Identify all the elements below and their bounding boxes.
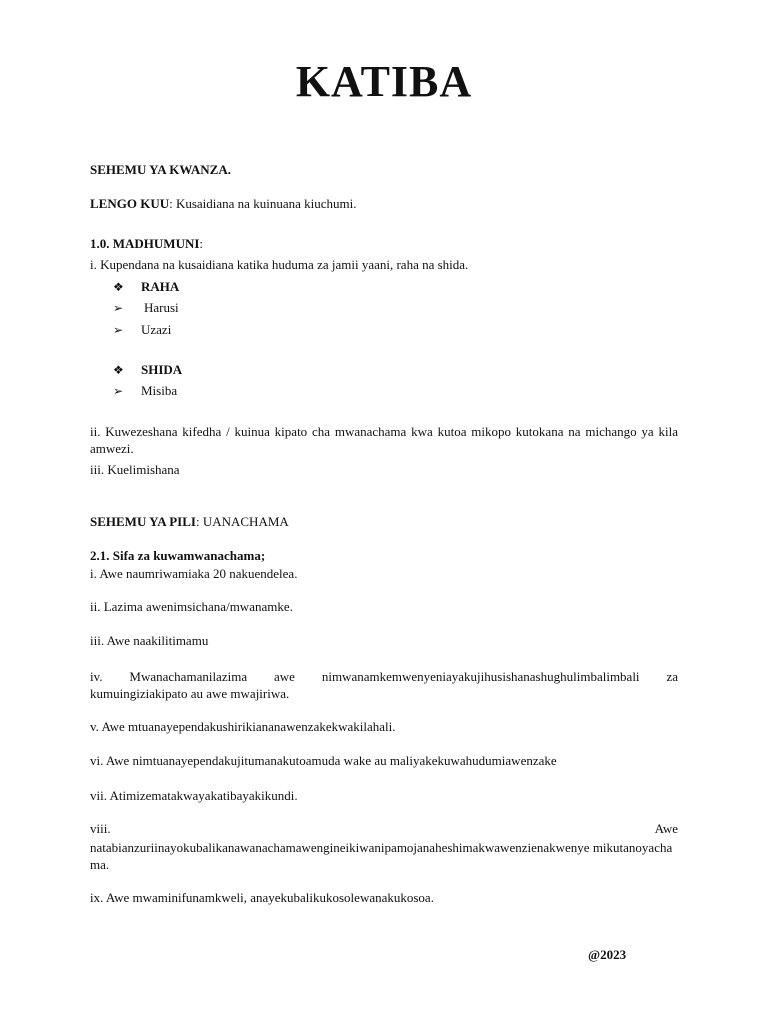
sifa-item-iii: iii. Awe naakilitimamu — [90, 633, 209, 648]
section2-heading-rest: : UANACHAMA — [195, 514, 289, 529]
list-item — [113, 322, 171, 338]
sifa-item-ii: ii. Lazima awenimsichana/mwanamke. — [90, 599, 293, 614]
sifa-item-vii: vii. Atimizematakwayakatibayakikundi. — [90, 788, 298, 803]
diamond-bullet-icon: ❖ — [113, 280, 124, 294]
sifa-item-v: v. Awe mtuanayependakushirikiananawenzakekwakilahali. — [90, 719, 396, 734]
list-item — [113, 300, 179, 316]
sifa-item-viii-first-line — [90, 821, 678, 837]
section1-heading: SEHEMU YA KWANZA. — [90, 162, 231, 177]
sifa-item-ix: ix. Awe mwaminifunamkweli, anayekubalikukosolewanakukosoa. — [90, 890, 434, 905]
lengo-text: : Kusaidiana na kuinuana kiuchumi. — [169, 196, 357, 211]
arrow-bullet-icon: ➢ — [113, 301, 124, 315]
sifa-item-viii-first-word: Awe — [654, 821, 678, 836]
madhumuni-item-ii: ii. Kuwezeshana kifedha / kuinua kipato cha mwanachama kwa kutoa mikopo kutokana na michango ya kila amwezi. — [90, 424, 678, 456]
sifa-item-viii-text: natabianzuriinayokubalikanawanachamawengineikiwanipamojanaheshimakwawenzienakwenye mikutanoyachama. — [90, 840, 673, 872]
shida-bullet-item — [113, 362, 182, 378]
diamond-bullet-icon: ❖ — [113, 363, 124, 377]
sifa-heading: 2.1. Sifa za kuwamwanachama; — [90, 548, 266, 563]
madhumuni-colon: : — [199, 236, 204, 251]
footer-year: @2023 — [588, 947, 627, 962]
sifa-item-i: i. Awe naumriwamiaka 20 nakuendelea. — [90, 566, 298, 581]
raha-label: RAHA — [141, 279, 180, 294]
sifa-item-iv: iv. Mwanachamanilazima awe nimwanamkemwenyeniayakujihusishanashughulimbalimbali za kumuingiziakipato au awe mwajiriwa. — [90, 669, 678, 701]
lengo-label: LENGO KUU — [90, 196, 170, 211]
shida-label: SHIDA — [141, 362, 183, 377]
madhumuni-item-iii: iii. Kuelimishana — [90, 462, 180, 477]
section2-heading-label: SEHEMU YA PILI — [90, 514, 196, 529]
list-item — [113, 383, 177, 399]
list-item-text: Harusi — [144, 300, 179, 315]
section2-heading — [90, 514, 289, 530]
lengo-kuu — [90, 196, 356, 212]
document-title: KATIBA — [295, 57, 473, 106]
arrow-bullet-icon: ➢ — [113, 323, 124, 337]
madhumuni-item-i: i. Kupendana na kusaidiana katika huduma za jamii yaani, raha na shida. — [90, 257, 469, 272]
list-item-text: Uzazi — [141, 322, 172, 337]
sifa-item-vi: vi. Awe nimtuanayependakujitumanakutoamuda wake au maliyakekuwahudumiawenzake — [90, 753, 557, 768]
madhumuni-label: 1.0. MADHUMUNI — [90, 236, 200, 251]
raha-bullet-item — [113, 279, 179, 295]
list-item-text: Misiba — [141, 383, 178, 398]
sifa-item-viii-number: viii. — [90, 821, 111, 836]
madhumuni-heading — [90, 236, 203, 252]
arrow-bullet-icon: ➢ — [113, 384, 124, 398]
